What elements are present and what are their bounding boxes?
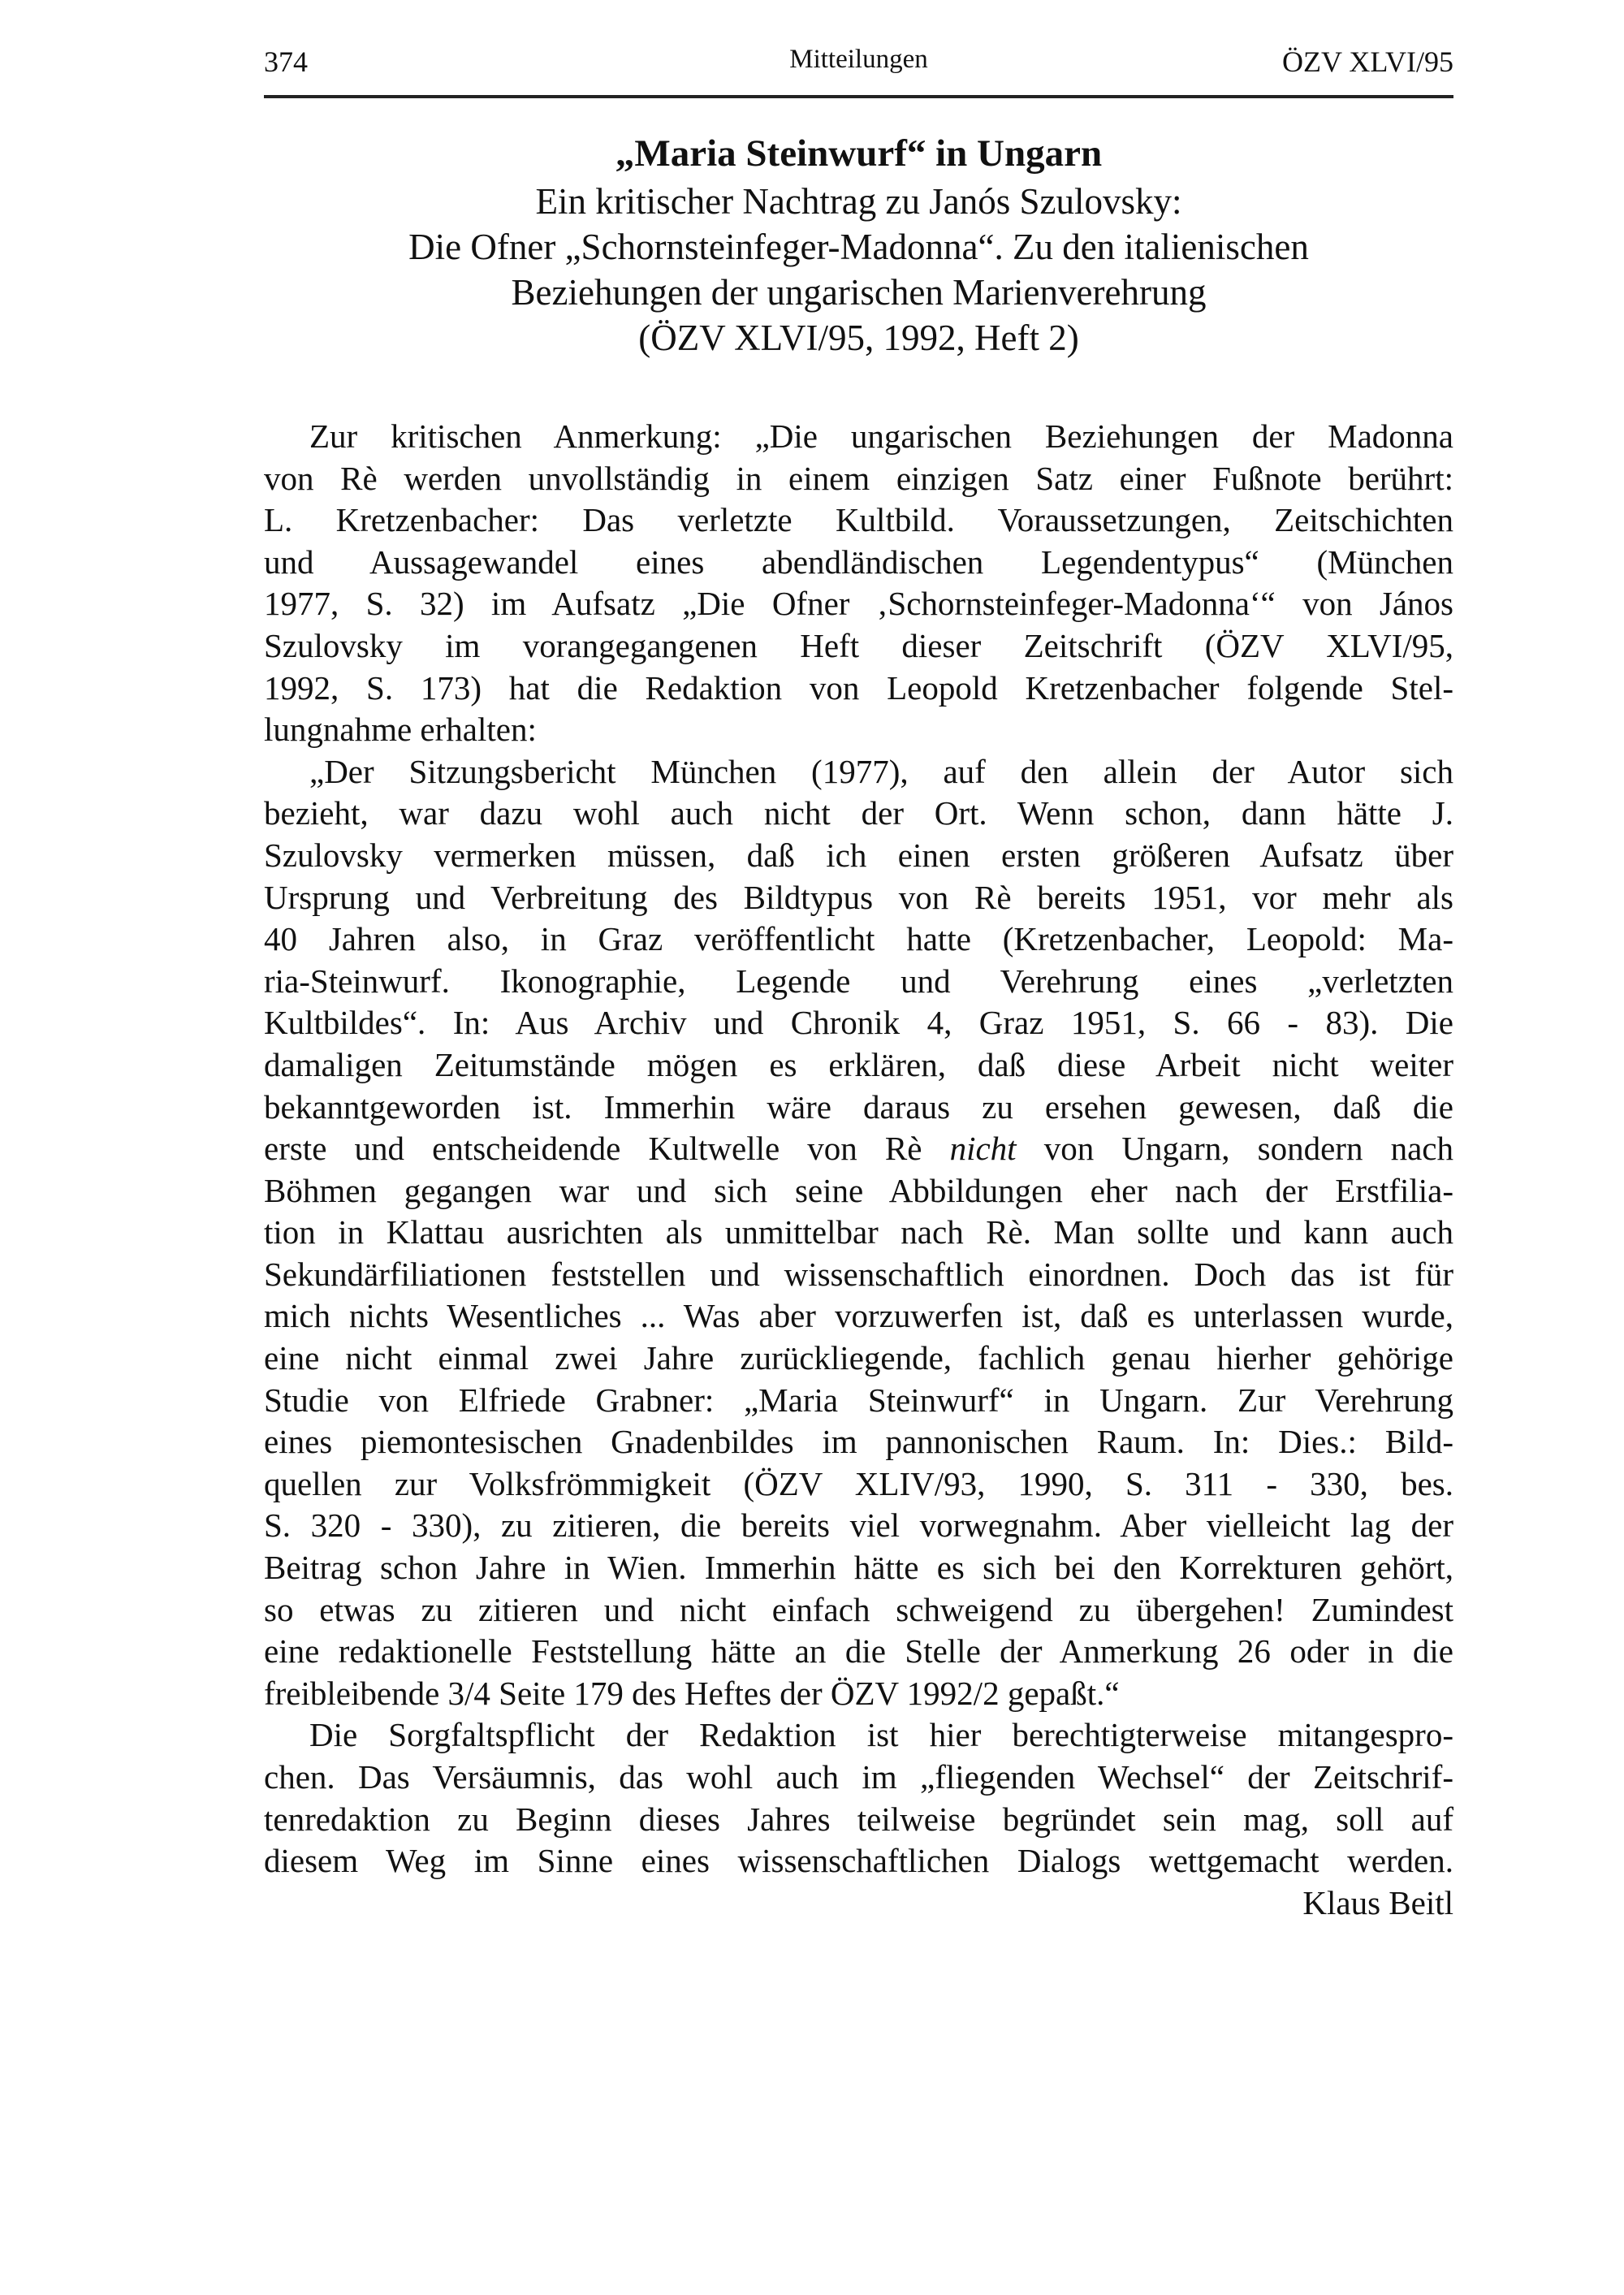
- text-line: eine nicht einmal zwei Jahre zurückliegende, fachlich genau hierher gehörige: [264, 1339, 1453, 1377]
- text-line: S. 320 - 330), zu zitieren, die bereits viel vorwegnahm. Aber vielleicht lag der: [264, 1506, 1453, 1545]
- article-body: [264, 416, 1453, 1924]
- emphasis: nicht: [949, 1130, 1017, 1168]
- text-line: Beitrag schon Jahre in Wien. Immerhin hätte es sich bei den Korrekturen gehört,: [264, 1549, 1453, 1587]
- text-segment: von Ungarn, sondern nach: [1016, 1130, 1453, 1168]
- text-line: diesem Weg im Sinne eines wissenschaftlichen Dialogs wettgemacht werden.: [264, 1842, 1453, 1880]
- text-line: damaligen Zeitumstände mögen es erklären, daß diese Arbeit nicht weiter: [264, 1045, 1453, 1083]
- article-title-block: [264, 128, 1453, 361]
- text-line: Szulovsky im vorangegangenen Heft dieser Zeitschrift (ÖZV XLVI/95,: [264, 626, 1453, 664]
- text-line: Szulovsky vermerken müssen, daß ich einen ersten größeren Aufsatz über: [264, 836, 1453, 874]
- text-line: L. Kretzenbacher: Das verletzte Kultbild. Voraussetzungen, Zeitschichten: [264, 501, 1453, 539]
- text-line: Die Sorgfaltspflicht der Redaktion ist hier berechtigterweise mitangespro-: [309, 1716, 1453, 1754]
- text-line: Böhmen gegangen war und sich seine Abbildungen eher nach der Erstfilia-: [264, 1171, 1453, 1209]
- text-line: Sekundärfiliationen feststellen und wissenschaftlich einordnen. Doch das ist für: [264, 1255, 1453, 1293]
- text-line: chen. Das Versäumnis, das wohl auch im „fliegenden Wechsel“ der Zeitschrif-: [264, 1758, 1453, 1796]
- text-line: tenredaktion zu Beginn dieses Jahres teilweise begründet sein mag, soll auf: [264, 1800, 1453, 1838]
- text-line: lungnahme erhalten:: [264, 711, 537, 749]
- journal-reference: ÖZV XLVI/95: [1281, 45, 1453, 78]
- text-segment: erste und entscheidende Kultwelle von Rè: [264, 1130, 950, 1168]
- text-line: freibleibende 3/4 Seite 179 des Heftes der ÖZV 1992/2 gepaßt.“: [264, 1674, 1120, 1712]
- text-line: bezieht, war dazu wohl auch nicht der Ort. Wenn schon, dann hätte J.: [264, 794, 1453, 832]
- subtitle-line: Ein kritischer Nachtrag zu Janós Szulovsky:: [535, 181, 1182, 222]
- subtitle-line: Die Ofner „Schornsteinfeger-Madonna“. Zu den italienischen: [408, 227, 1309, 267]
- running-title: Mitteilungen: [789, 45, 928, 74]
- text-line: Studie von Elfriede Grabner: „Maria Steinwurf“ in Ungarn. Zur Verehrung: [264, 1381, 1453, 1419]
- text-line: ria-Steinwurf. Ikonographie, Legende und Verehrung eines „verletzten: [264, 962, 1453, 1000]
- page-number: 374: [264, 45, 308, 78]
- text-line: mich nichts Wesentliches ... Was aber vorzuwerfen ist, daß es unterlassen wurde,: [264, 1297, 1453, 1335]
- paragraph: [264, 416, 1453, 751]
- text-line: eine redaktionelle Feststellung hätte an die Stelle der Anmerkung 26 oder in die: [264, 1632, 1453, 1670]
- text-line: „Der Sitzungsbericht München (1977), auf den allein der Autor sich: [309, 752, 1453, 790]
- text-line: 40 Jahren also, in Graz veröffentlicht hatte (Kretzenbacher, Leopold: Ma-: [264, 920, 1453, 958]
- paragraph: [264, 1714, 1453, 1882]
- subtitle-line: (ÖZV XLVI/95, 1992, Heft 2): [638, 318, 1079, 358]
- text-line: Zur kritischen Anmerkung: „Die ungarischen Beziehungen der Madonna: [309, 417, 1453, 455]
- running-header: [264, 45, 1453, 85]
- text-line: 1977, S. 32) im Aufsatz „Die Ofner ‚Schornsteinfeger-Madonna‘“ von János: [264, 585, 1453, 623]
- text-line: eines piemontesischen Gnadenbildes im pannonischen Raum. In: Dies.: Bild-: [264, 1423, 1453, 1461]
- text-line: Kultbildes“. In: Aus Archiv und Chronik 4, Graz 1951, S. 66 - 83). Die: [264, 1004, 1453, 1042]
- author-signature: Klaus Beitl: [1302, 1883, 1453, 1921]
- article-title: „Maria Steinwurf“ in Ungarn: [615, 132, 1103, 175]
- text-line: 1992, S. 173) hat die Redaktion von Leopold Kretzenbacher folgende Stel-: [264, 668, 1453, 707]
- header-rule: [264, 95, 1453, 98]
- text-line: und Aussagewandel eines abendländischen Legendentypus“ (München: [264, 542, 1453, 581]
- text-line: bekanntgeworden ist. Immerhin wäre daraus zu ersehen gewesen, daß die: [264, 1087, 1453, 1126]
- text-line: so etwas zu zitieren und nicht einfach schweigend zu übergehen! Zumindest: [264, 1590, 1453, 1628]
- subtitle-line: Beziehungen der ungarischen Marienverehrung: [511, 272, 1207, 313]
- paragraph: [264, 751, 1453, 1715]
- text-line: tion in Klattau ausrichten als unmittelbar nach Rè. Man sollte und kann auch: [264, 1213, 1453, 1251]
- text-line: [264, 1128, 1453, 1170]
- text-line: Ursprung und Verbreitung des Bildtypus von Rè bereits 1951, vor mehr als: [264, 878, 1453, 916]
- text-line: quellen zur Volksfrömmigkeit (ÖZV XLIV/93, 1990, S. 311 - 330, bes.: [264, 1464, 1453, 1502]
- text-line: von Rè werden unvollständig in einem einzigen Satz einer Fußnote berührt:: [264, 459, 1453, 497]
